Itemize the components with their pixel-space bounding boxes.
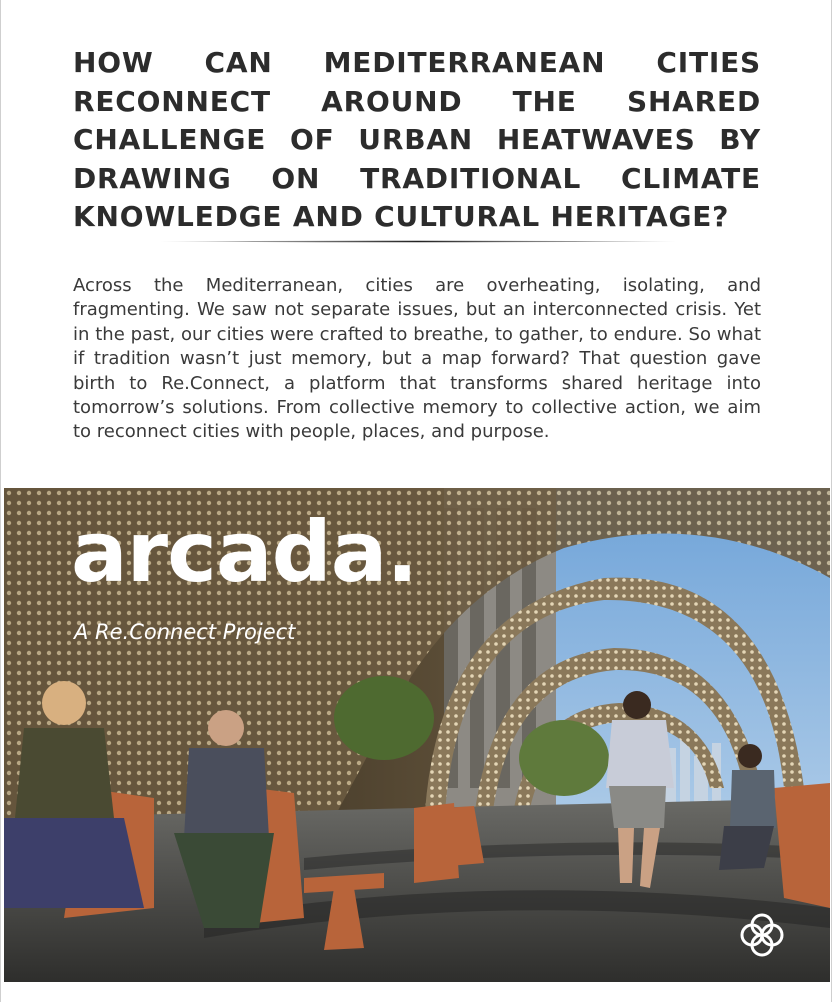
arcada-logo-text: arcada. bbox=[71, 503, 418, 601]
divider-line bbox=[159, 240, 677, 243]
intro-paragraph: Across the Mediterranean, cities are overheating, isolating, and fragmenting. We saw not separate issues, but an interconnected crisis. Yet in the past, our cities were crafted to breathe, to gather, to endure. So what if tradition wasn’t just memory, but a map forward? That question gave birth to Re.Connect, a platform that transforms shared heritage into tomorrow’s solutions. From collective memory to collective action, we aim to reconnect cities with people, places, and purpose. bbox=[73, 275, 761, 443]
headline: HOW CAN MEDITERRANEAN CITIES RECONNECT AROUND THE SHARED CHALLENGE OF URBAN HEATWAVES BY DRAWING ON TRADITIONAL CLIMATE KNOWLEDGE AND CULTURAL HERITAGE? bbox=[73, 46, 761, 233]
flower-knot-icon bbox=[739, 912, 785, 958]
project-tagline: A Re.Connect Project bbox=[74, 620, 296, 644]
